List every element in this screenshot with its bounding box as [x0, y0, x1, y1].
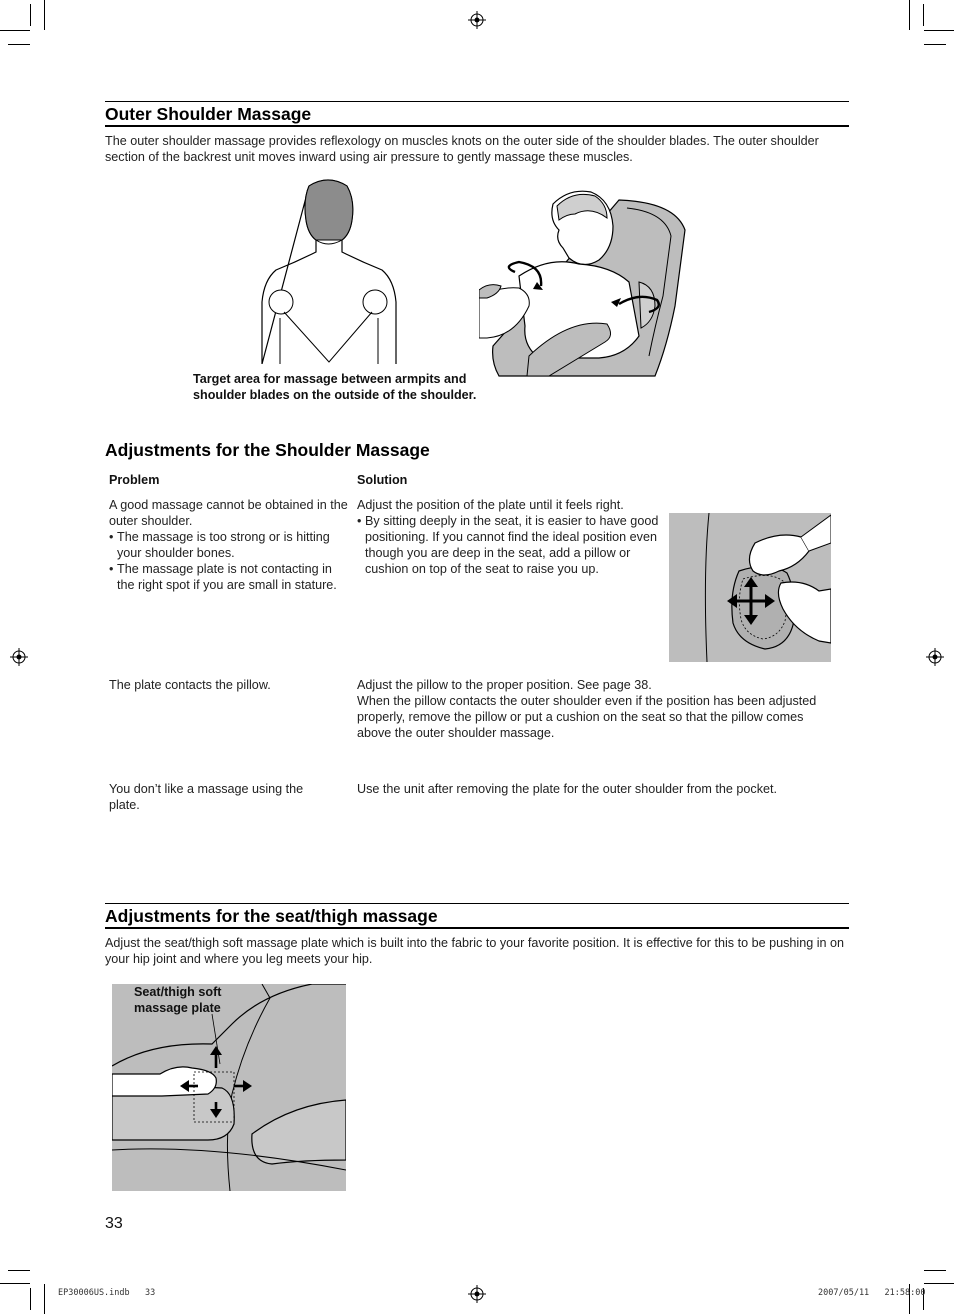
section-underline [105, 125, 849, 127]
table-row-2-solution [357, 677, 841, 741]
footer-timestamp: 2007/05/11 21:58:00 [818, 1288, 926, 1298]
back-figure-illustration [258, 178, 400, 364]
seat-thigh-description: Adjust the seat/thigh soft massage plate which is built into the fabric to your favorite position. It is effective for this to be pushing in on your hip joint and where you leg meets your hip. [105, 936, 845, 966]
solution-line: When the pillow contacts the outer shoulder even if the position has been adjusted properly, remove the pillow or put a cushion on the seat so that the pillow comes above the outer shoulder massage. [357, 694, 817, 740]
target-area-caption: Target area for massage between armpits and shoulder blades on the outside of the shoulder. [193, 372, 477, 402]
page-number: 33 [105, 1215, 123, 1232]
section-title-outer-shoulder: Outer Shoulder Massage [105, 104, 312, 124]
registration-mark-icon [468, 1285, 486, 1303]
label-line: Seat/thigh soft [134, 985, 222, 999]
registration-mark-icon [10, 648, 28, 666]
section-title-adjustments-shoulder: Adjustments for the Shoulder Massage [105, 440, 430, 460]
table-row-3-solution: Use the unit after removing the plate for the outer shoulder from the pocket. [357, 782, 778, 796]
solution-intro: Adjust the position of the plate until it feels right. [357, 498, 624, 512]
seat-thigh-plate-label [134, 984, 244, 1016]
registration-mark-icon [468, 11, 486, 29]
table-header-problem: Problem [109, 473, 160, 487]
problem-bullet: • The massage plate is not contacting in the right spot if you are small in stature. [109, 561, 349, 593]
section-underline [105, 927, 849, 929]
table-row-3-problem: You don’t like a massage using the plate. [109, 782, 304, 812]
problem-intro: A good massage cannot be obtained in the outer shoulder. [109, 498, 348, 528]
plate-adjustment-illustration [669, 513, 831, 662]
section-title-seat-thigh: Adjustments for the seat/thigh massage [105, 906, 438, 926]
table-header-solution: Solution [357, 473, 408, 487]
man-in-massage-chair-illustration [479, 186, 689, 378]
outer-shoulder-description: The outer shoulder massage provides reflexology on muscles knots on the outer side of the shoulder blades. The outer shoulder section of the backrest unit moves inward using air pressure to gently massage these muscles. [105, 134, 819, 164]
table-row-2-problem: The plate contacts the pillow. [109, 678, 271, 692]
table-row-1-solution [357, 497, 663, 577]
section-top-rule [105, 903, 849, 904]
section-top-rule [105, 101, 849, 102]
table-row-1-problem [109, 497, 349, 593]
footer-file-info: EP30006US.indb 33 [58, 1288, 156, 1298]
solution-line: Adjust the pillow to the proper position. See page 38. [357, 678, 652, 692]
registration-mark-icon [926, 648, 944, 666]
problem-bullet: • The massage is too strong or is hitting your shoulder bones. [109, 529, 349, 561]
solution-bullet: • By sitting deeply in the seat, it is easier to have good positioning. If you cannot find the ideal position even though you are deep in the seat, add a pillow or cushion on top of the seat to raise you up. [357, 513, 663, 577]
label-line: massage plate [134, 1001, 221, 1015]
